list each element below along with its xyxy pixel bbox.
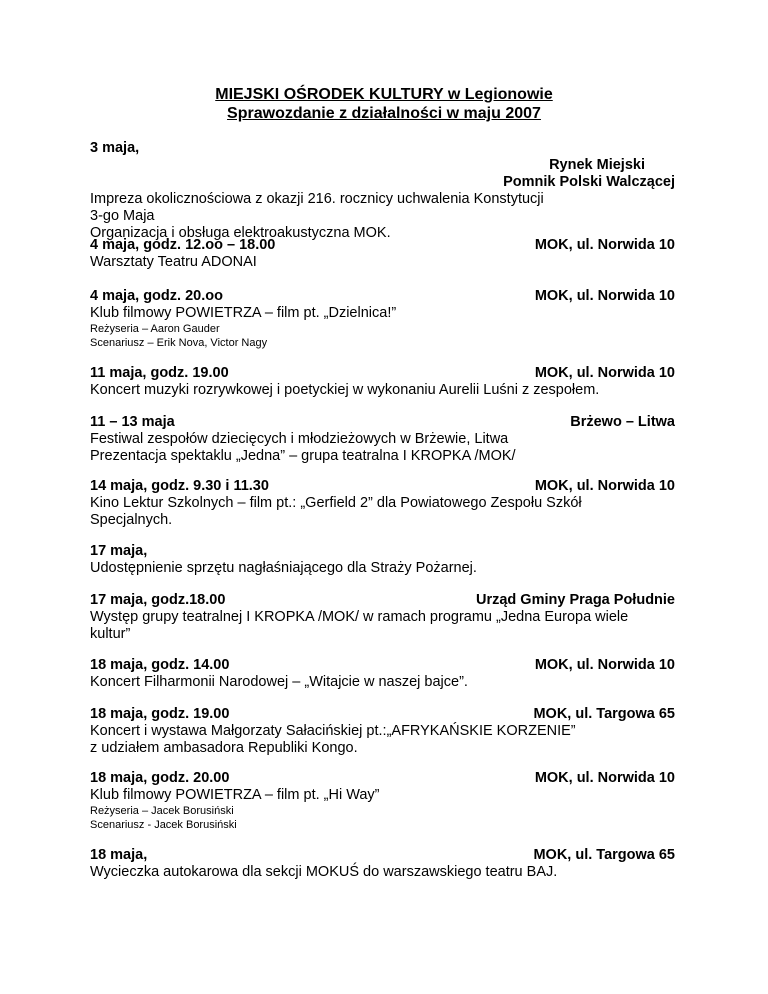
entry-place: MOK, ul. Norwida 10 xyxy=(534,770,675,786)
entry-head xyxy=(90,706,675,723)
entry-3 xyxy=(90,365,675,399)
entry-text: Koncert i wystawa Małgorzaty Sałacińskiej pt.:„AFRYKAŃSKIE KORZENIE” xyxy=(90,723,576,739)
entry-place: MOK, ul. Norwida 10 xyxy=(534,365,675,381)
title-line-2: Sprawozdanie z działalności w maju 2007 xyxy=(227,105,541,122)
entry-date: 18 maja, godz. 14.00 xyxy=(90,657,230,673)
entry-2 xyxy=(90,288,675,350)
entry-credit: Scenariusz - Jacek Borusiński xyxy=(90,819,237,831)
entry-text: Występ grupy teatralnej I KROPKA /MOK/ w ramach programu „Jedna Europa wiele xyxy=(90,609,629,625)
entry-place: MOK, ul. Norwida 10 xyxy=(534,657,675,673)
entry-text: Koncert muzyki rozrywkowej i poetyckiej w wykonaniu Aurelii Luśni z zespołem. xyxy=(90,382,600,398)
entry-credit: Scenariusz – Erik Nova, Victor Nagy xyxy=(90,337,268,349)
entry-place: Urząd Gminy Praga Południe xyxy=(475,592,675,608)
entry-credit: Reżyseria – Aaron Gauder xyxy=(90,323,220,335)
entry-text: Wycieczka autokarowa dla sekcji MOKUŚ do warszawskiego teatru BAJ. xyxy=(90,864,558,880)
entry-place: MOK, ul. Norwida 10 xyxy=(534,288,675,304)
entry-head xyxy=(90,657,675,674)
entry-head xyxy=(90,478,675,495)
entry-1 xyxy=(90,237,675,271)
entry-head xyxy=(90,770,675,787)
entry-date: 11 maja, godz. 19.00 xyxy=(90,365,229,381)
entry-head xyxy=(90,414,675,431)
title-line-1: MIEJSKI OŚRODEK KULTURY w Legionowie xyxy=(215,86,553,103)
entry-8 xyxy=(90,657,675,691)
entry-credit: Reżyseria – Jacek Borusiński xyxy=(90,805,234,817)
entry-head xyxy=(90,365,675,382)
entry-date: 18 maja, xyxy=(90,847,148,863)
entry-5 xyxy=(90,478,675,529)
entry-4 xyxy=(90,414,675,465)
entry-head xyxy=(90,847,675,864)
entry-date: 18 maja, godz. 19.00 xyxy=(90,706,230,722)
entry-head xyxy=(90,140,675,157)
entry-place: MOK, ul. Targowa 65 xyxy=(533,706,675,722)
entry-text: Klub filmowy POWIETRZA – film pt. „Dzielnica!” xyxy=(90,305,397,321)
entry-text: z udziałem ambasadora Republiki Kongo. xyxy=(90,740,358,756)
entry-text: Klub filmowy POWIETRZA – film pt. „Hi Way” xyxy=(90,787,380,803)
entry-place: MOK, ul. Targowa 65 xyxy=(533,847,675,863)
entry-place: MOK, ul. Norwida 10 xyxy=(534,478,675,494)
entry-11 xyxy=(90,847,675,881)
page-title xyxy=(0,85,768,123)
entry-head xyxy=(90,288,675,305)
entry-text: Organizacja i obsługa elektroakustyczna MOK. xyxy=(90,225,391,241)
entry-text: Udostępnienie sprzętu nagłaśniającego dla Straży Pożarnej. xyxy=(90,560,477,576)
entry-7 xyxy=(90,592,675,643)
entry-head xyxy=(90,237,675,254)
entry-head xyxy=(90,543,675,560)
entry-text: Kino Lektur Szkolnych – film pt.: „Gerfield 2” dla Powiatowego Zespołu Szkół xyxy=(90,495,582,511)
entry-date: 14 maja, godz. 9.30 i 11.30 xyxy=(90,478,269,494)
entry-place-line-2: Pomnik Polski Walczącej xyxy=(503,174,675,190)
entry-date: 3 maja, xyxy=(90,140,140,156)
entry-6 xyxy=(90,543,675,577)
entry-date: 4 maja, godz. 20.oo xyxy=(90,288,223,304)
entry-0 xyxy=(90,140,675,242)
entry-9 xyxy=(90,706,675,757)
entry-head-2 xyxy=(90,174,675,191)
entry-date: 4 maja, godz. 12.oo – 18.00 xyxy=(90,237,276,253)
entry-text: Impreza okolicznościowa z okazji 216. rocznicy uchwalenia Konstytucji xyxy=(90,191,544,207)
entry-date: 17 maja, xyxy=(90,543,148,559)
entry-place: Brżewo – Litwa xyxy=(570,414,675,430)
entry-date: 11 – 13 maja xyxy=(90,414,175,430)
entry-date: 17 maja, godz.18.00 xyxy=(90,592,226,608)
entry-date: 18 maja, godz. 20.00 xyxy=(90,770,230,786)
entry-place: MOK, ul. Norwida 10 xyxy=(534,237,675,253)
entry-text: Festiwal zespołów dziecięcych i młodzieżowych w Brżewie, Litwa xyxy=(90,431,509,447)
entry-place-line-1: Rynek Miejski xyxy=(549,157,645,173)
entry-text: Koncert Filharmonii Narodowej – „Witajcie w naszej bajce”. xyxy=(90,674,468,690)
entry-head xyxy=(90,592,675,609)
entry-text: Warsztaty Teatru ADONAI xyxy=(90,254,257,270)
entry-10 xyxy=(90,770,675,832)
entry-text: Prezentacja spektaklu „Jedna” – grupa teatralna I KROPKA /MOK/ xyxy=(90,448,516,464)
entry-text: Specjalnych. xyxy=(90,512,173,528)
entry-text: kultur” xyxy=(90,626,131,642)
entry-text: 3-go Maja xyxy=(90,208,155,224)
